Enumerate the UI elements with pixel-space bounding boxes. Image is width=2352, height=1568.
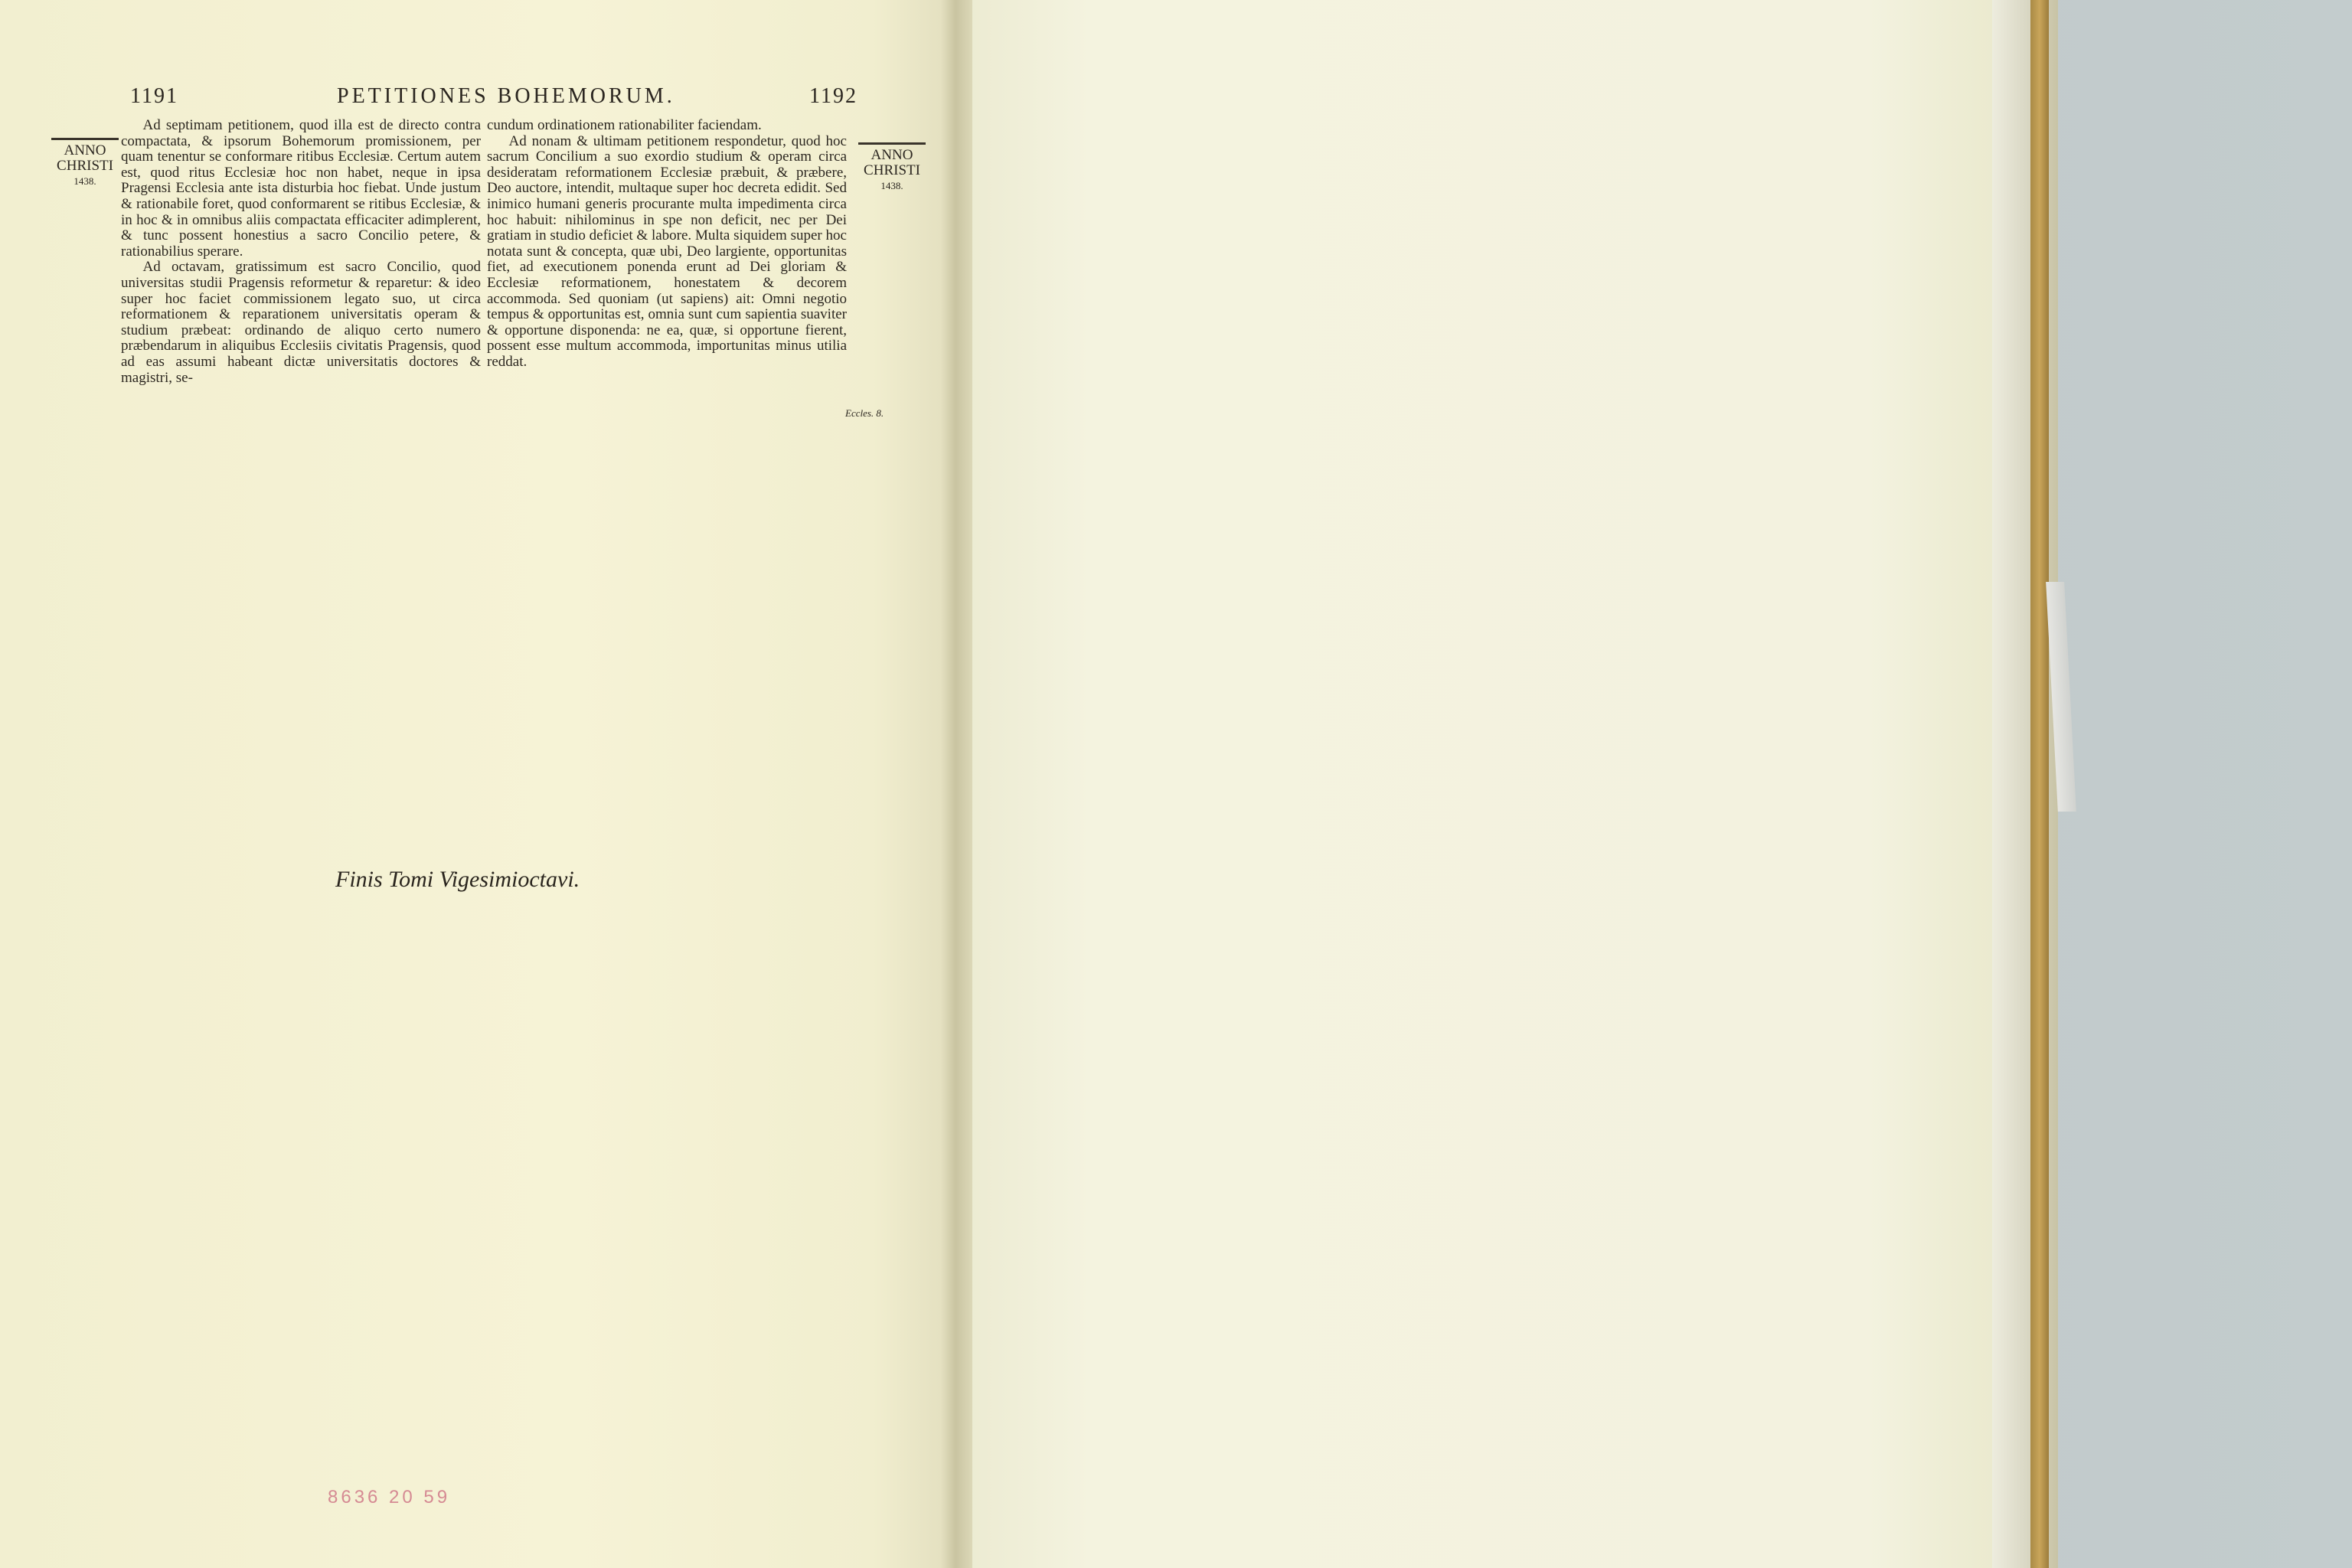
- page-number-left: 1191: [130, 84, 178, 108]
- side-rule: [858, 142, 926, 145]
- side-rule: [51, 138, 119, 140]
- margin-citation: Eccles. 8.: [845, 407, 884, 419]
- side-year: 1438.: [880, 180, 903, 191]
- library-stamp: 8636 20 59: [328, 1487, 451, 1508]
- running-head: [130, 81, 858, 112]
- paragraph: Ad septimam petitionem, quod illa est de directo contra compactata, & ipsorum Bohemorum promissionem, per quam tenentur se conformare ritibus Ecclesiæ. Certum autem est, quod ritus Ecclesiæ hoc non habet, neque in ipsa Pragensi Ecclesia ante ista disturbia hoc fiebat. Unde justum & rationabile foret, quod conformarent se ritibus Ecclesiæ, & in hoc & in omnibus aliis compactata efficaciter adimplerent, & tunc possent honestius a sacro Concilio petere, & rationabilius sperare.: [121, 117, 481, 260]
- side-christi: CHRISTI: [57, 158, 113, 174]
- side-note-left: [51, 138, 119, 189]
- side-note-right: [858, 142, 926, 194]
- side-anno: ANNO: [64, 142, 106, 158]
- side-anno: ANNO: [871, 147, 913, 163]
- paragraph: Ad nonam & ultimam petitionem respondetur, quod hoc sacrum Concilium a suo exordio studium & operam circa desideratam reformationem Ecclesiæ præbuit, & præbere, Deo auctore, intendit, multaque super hoc decreta edidit. Sed inimico humani generis procurante multa impedimenta circa hoc habuit: nihilominus in spe non deficit, nec per Dei gratiam in studio deficiet & labore. Multa siquidem super hoc notata sunt & concepta, quæ ubi, Deo largiente, opportunitas fiet, ad executionem ponenda erunt ad Dei gloriam & Ecclesiæ reformationem, honestatem & decorem accommoda. Sed quoniam (ut sapiens) ait: Omni negotio tempus & opportunitas est, omnia sunt cum sapientia suaviter & opportune disponenda: ne ea, quæ, si opportune fierent, possent esse multum accommoda, importunitas minus utilia reddat.: [487, 132, 847, 370]
- side-year: 1438.: [74, 175, 96, 187]
- book-spine-gilt: [2030, 0, 2049, 1568]
- paragraph: Ad octavam, gratissimum est sacro Concilio, quod universitas studii Pragensis reformetur & reparetur: & ideo super hoc faciet commissionem legato suo, ut circa reformationem & reparationem universitatis operam & studium præbeat: ordinando de aliquo certo numero præbendarum in aliquibus Ecclesiis civitatis Pragensis, quod ad eas assumi habeant dictæ universitatis doctores & magistri, se-: [121, 259, 481, 386]
- text-column-right: [487, 118, 847, 371]
- paragraph: cundum ordinationem rationabiliter faciendam.: [487, 117, 762, 133]
- finis-line: Finis Tomi Vigesimioctavi.: [335, 867, 580, 892]
- right-page-blank: [966, 0, 1992, 1568]
- side-christi: CHRISTI: [864, 162, 920, 178]
- page-number-right: 1192: [809, 84, 858, 108]
- book-gutter: [940, 0, 972, 1568]
- page-title: PETITIONES BOHEMORUM.: [337, 84, 675, 108]
- text-column-left: [121, 118, 481, 386]
